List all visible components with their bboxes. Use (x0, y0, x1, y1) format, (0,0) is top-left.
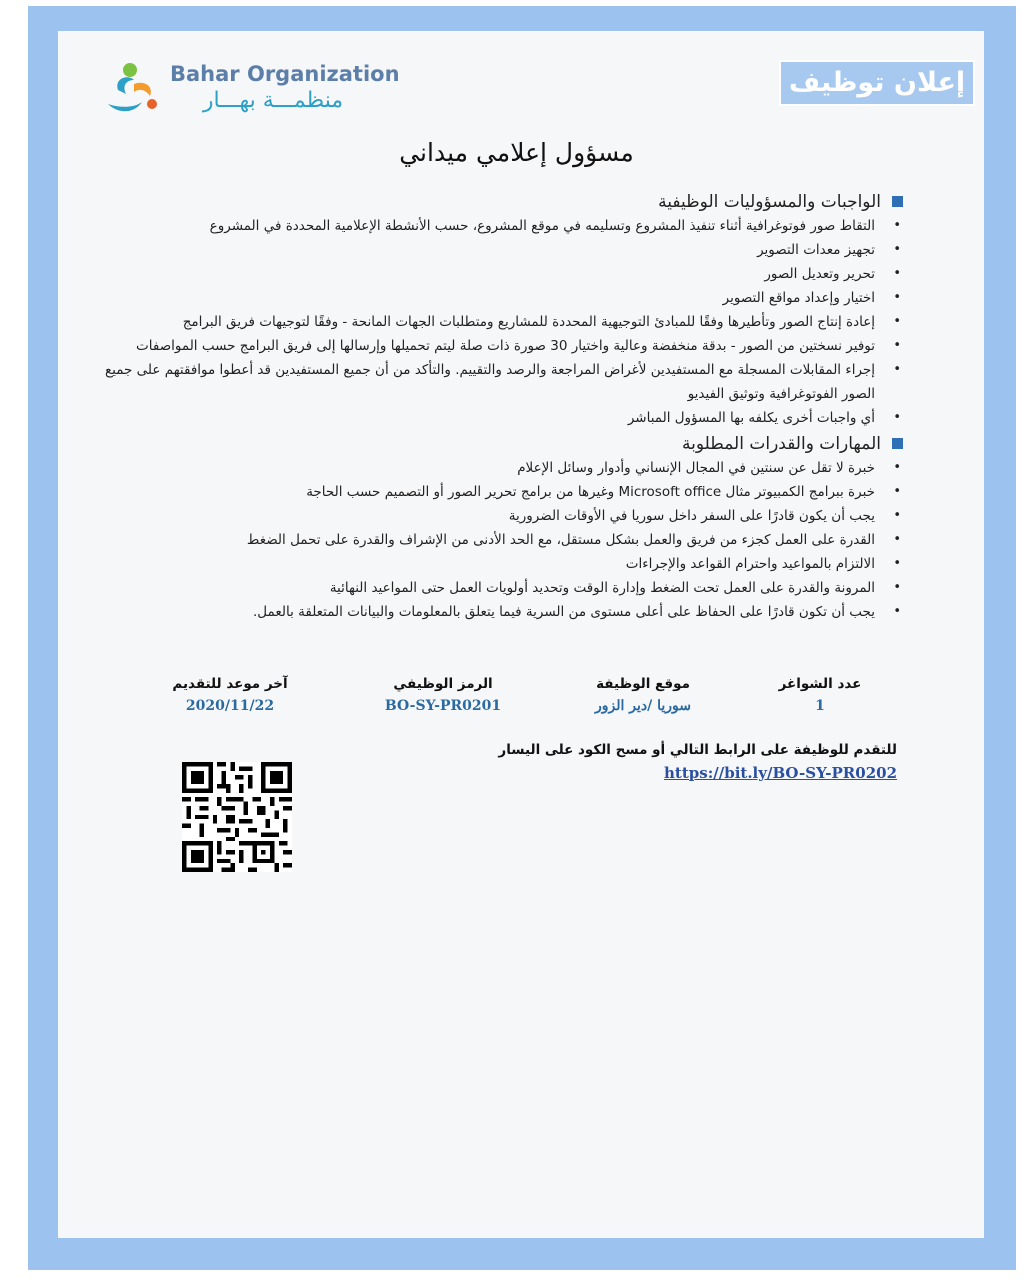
job-details (103, 190, 903, 626)
job-code-label: الرمز الوظيفي (393, 676, 493, 692)
location-label: موقع الوظيفة (596, 676, 690, 692)
list-item: • الالتزام بالمواعيد واحترام القواعد والإجراءات (103, 552, 903, 576)
vacancies-value: 1 (815, 698, 825, 714)
apply-link[interactable]: https://bit.ly/BO-SY-PR0202 (664, 764, 897, 782)
list-item: • توفير نسختين من الصور - بدقة منخفضة وعالية واختيار 30 صورة ذات صلة ليتم تحميلها وإرسالها إلى فريق البرامج حسب المواصفات (103, 334, 903, 358)
deadline-block (140, 676, 320, 714)
square-bullet-icon (892, 438, 903, 449)
apply-instructions: للتقدم للوظيفة على الرابط التالي أو مسح الكود على اليسار (498, 742, 897, 758)
list-item: • التقاط صور فوتوغرافية أثناء تنفيذ المشروع وتسليمه في موقع المشروع، حسب الأنشطة الإعلامية المحددة في المشروع (103, 214, 903, 238)
location-value: سوريا /دير الزور (594, 698, 691, 714)
duties-list (103, 214, 903, 430)
deadline-value: 2020/11/22 (185, 698, 275, 714)
list-item: • تحرير وتعديل الصور (103, 262, 903, 286)
logo-name-en: Bahar Organization (170, 62, 400, 86)
list-item: • إجراء المقابلات المسجلة مع المستفيدين لأغراض المراجعة والرصد والتقييم. والتأكد من أن جميع المستفيدين قد أعطوا موافقتهم على جميع الصور الفوتوغرافية وتوثيق الفيديو (103, 358, 903, 406)
job-code-value: BO-SY-PR0201 (384, 698, 502, 714)
job-code-block (368, 676, 518, 714)
list-item: • خبرة لا تقل عن سنتين في المجال الإنساني وأدوار وسائل الإعلام (103, 456, 903, 480)
skills-list (103, 456, 903, 624)
job-announcement-badge: إعلان توظيف (779, 60, 975, 106)
list-item: • تجهيز معدات التصوير (103, 238, 903, 262)
section-heading-duties: الواجبات والمسؤوليات الوظيفية (103, 190, 903, 214)
organization-logo (104, 60, 400, 120)
logo-name-ar: منظمـــة بهـــار (202, 88, 344, 113)
list-item: • أي واجبات أخرى يكلفه بها المسؤول المباشر (103, 406, 903, 430)
section-heading-skills: المهارات والقدرات المطلوبة (103, 432, 903, 456)
location-block (568, 676, 718, 714)
list-item: • اختيار وإعداد مواقع التصوير (103, 286, 903, 310)
list-item: • القدرة على العمل كجزء من فريق والعمل بشكل مستقل، مع الحد الأدنى من الإشراف والقدرة على تحمل الضغط (103, 528, 903, 552)
list-item: • يجب أن تكون قادرًا على الحفاظ على أعلى مستوى من السرية فيما يتعلق بالمعلومات والبيانات المتعلقة بالعمل. (103, 600, 903, 624)
square-bullet-icon (892, 196, 903, 207)
list-item: • يجب أن يكون قادرًا على السفر داخل سوريا في الأوقات الضرورية (103, 504, 903, 528)
job-title: مسؤول إعلامي ميداني (399, 138, 634, 167)
qr-code-icon[interactable] (182, 762, 292, 872)
deadline-label: آخر موعد للتقديم (172, 676, 288, 692)
vacancies-block (770, 676, 870, 714)
bahar-logo-icon (104, 60, 166, 118)
list-item: • المرونة والقدرة على العمل تحت الضغط وإدارة الوقت وتحديد أولويات العمل حتى المواعيد النهائية (103, 576, 903, 600)
apply-section (498, 742, 897, 782)
list-item: • إعادة إنتاج الصور وتأطيرها وفقًا للمبادئ التوجيهية المحددة للمشاريع ومتطلبات الجهات المانحة - وفقًا لتوجيهات فريق البرامج (103, 310, 903, 334)
list-item: • خبرة ببرامج الكمبيوتر مثال Microsoft office وغيرها من برامج تحرير الصور أو التصميم حسب الحاجة (103, 480, 903, 504)
vacancies-label: عدد الشواغر (778, 676, 862, 692)
